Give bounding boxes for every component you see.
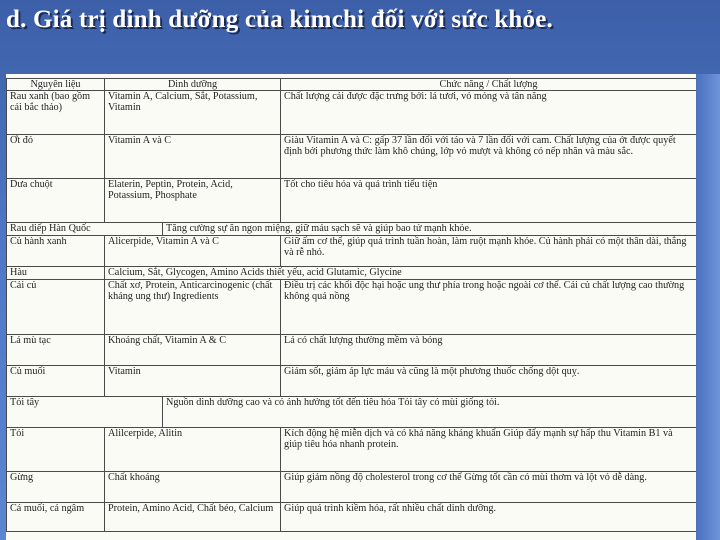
function-cell: Giúp quá trình kiềm hóa, rất nhiều chất dinh dưỡng. — [281, 503, 697, 532]
ingredient-cell: Rau xanh (bao gồm cải bắc thảo) — [7, 91, 105, 135]
nutrition-cell: Alicerpide, Vitamin A và C — [105, 236, 281, 267]
ingredient-cell: Củ hành xanh — [7, 236, 105, 267]
nutrition-cell: Chất khoáng — [105, 472, 281, 503]
ingredient-cell: Cá muối, cá ngâm — [7, 503, 105, 532]
function-cell: Nguồn dinh dưỡng cao và có ảnh hưởng tốt đến tiêu hóa Tỏi tây có mùi giống tỏi. — [163, 397, 697, 428]
table-row — [7, 472, 697, 503]
function-cell: Tăng cường sự ăn ngon miệng, giữ máu sạch sẽ và giúp bao tử mạnh khỏe. — [163, 223, 697, 236]
nutrition-cell: Elaterin, Peptin, Protein, Acid, Potassium, Phosphate — [105, 179, 281, 223]
nutrition-cell: Khoáng chất, Vitamin A & C — [105, 335, 281, 366]
function-cell: Giữ ấm cơ thể, giúp quá trình tuần hoàn, làm ruột mạnh khỏe. Củ hành phải có một thân dài, thẳng và rễ nhỏ. — [281, 236, 697, 267]
table-row — [7, 236, 697, 267]
ingredient-cell: Dưa chuột — [7, 179, 105, 223]
table-header-row — [7, 79, 697, 91]
nutrition-cell: Vitamin A, Calcium, Sắt, Potassium, Vitamin — [105, 91, 281, 135]
ingredient-cell: Lá mù tạc — [7, 335, 105, 366]
nutrition-cell: Vitamin — [105, 366, 281, 397]
table-row — [7, 280, 697, 335]
function-cell: Lá có chất lượng thường mềm và bóng — [281, 335, 697, 366]
function-cell: Giàu Vitamin A và C: gấp 37 lần đối với táo và 7 lần đối với cam. Chất lượng của ớt được quyết định bởi phương thức làm khô chúng, lớp vỏ mượt và không có nếp nhăn và màu sắc. — [281, 135, 697, 179]
table-row — [7, 428, 697, 472]
table-row — [7, 267, 697, 280]
function-cell: Kích động hệ miễn dịch và có khả năng kháng khuẩn Giúp đẩy mạnh sự hấp thu Vitamin B1 và giúp tiêu hóa nhanh protein. — [281, 428, 697, 472]
ingredient-cell: Củ muối — [7, 366, 105, 397]
ingredient-cell: Hàu — [7, 267, 105, 280]
ingredient-cell: Rau diếp Hàn Quốc — [7, 223, 163, 236]
nutrition-cell: Protein, Amino Acid, Chất béo, Calcium — [105, 503, 281, 532]
function-cell: Giúp giảm nồng độ cholesterol trong cơ thể Gừng tốt cần có mùi thơm và lột vỏ dễ dàng. — [281, 472, 697, 503]
nutrition-sheet — [6, 74, 696, 540]
slide-edge-decoration — [696, 74, 720, 540]
nutrition-table — [6, 78, 696, 532]
nutrition-cell: Alilcerpide, Alitin — [105, 428, 281, 472]
header-ingredient: Nguyên liệu — [7, 79, 105, 91]
table-row — [7, 135, 697, 179]
nutrition-cell: Vitamin A và C — [105, 135, 281, 179]
table-row — [7, 397, 697, 428]
ingredient-cell: Tỏi tây — [7, 397, 163, 428]
table-row — [7, 335, 697, 366]
slide-title: d. Giá trị dinh dưỡng của kimchi đối với sức khỏe. — [6, 6, 553, 33]
table-row — [7, 366, 697, 397]
nutrition-cell: Calcium, Sắt, Glycogen, Amino Acids thiết yếu, acid Glutamic, Glycine — [105, 267, 697, 280]
header-nutrition: Dinh dưỡng — [105, 79, 281, 91]
ingredient-cell: Gừng — [7, 472, 105, 503]
ingredient-cell: Tỏi — [7, 428, 105, 472]
table-row — [7, 179, 697, 223]
ingredient-cell: Ớt đỏ — [7, 135, 105, 179]
function-cell: Tốt cho tiêu hóa và quá trình tiểu tiện — [281, 179, 697, 223]
table-row — [7, 503, 697, 532]
header-function: Chức năng / Chất lượng — [281, 79, 697, 91]
table-row — [7, 223, 697, 236]
function-cell: Chất lượng cải được đặc trưng bởi: lá tươi, vỏ mỏng và tân năng — [281, 91, 697, 135]
function-cell: Giảm sốt, giảm áp lực máu và cũng là một phương thuốc chống dột quỵ. — [281, 366, 697, 397]
function-cell: Điều trị các khối độc hại hoặc ung thư phía trong hoặc ngoài cơ thể. Cải củ chất lượng cao thường không quá nồng — [281, 280, 697, 335]
ingredient-cell: Cải củ — [7, 280, 105, 335]
table-row — [7, 91, 697, 135]
nutrition-cell: Chất xơ, Protein, Anticarcinogenic (chất kháng ung thư) Ingredients — [105, 280, 281, 335]
